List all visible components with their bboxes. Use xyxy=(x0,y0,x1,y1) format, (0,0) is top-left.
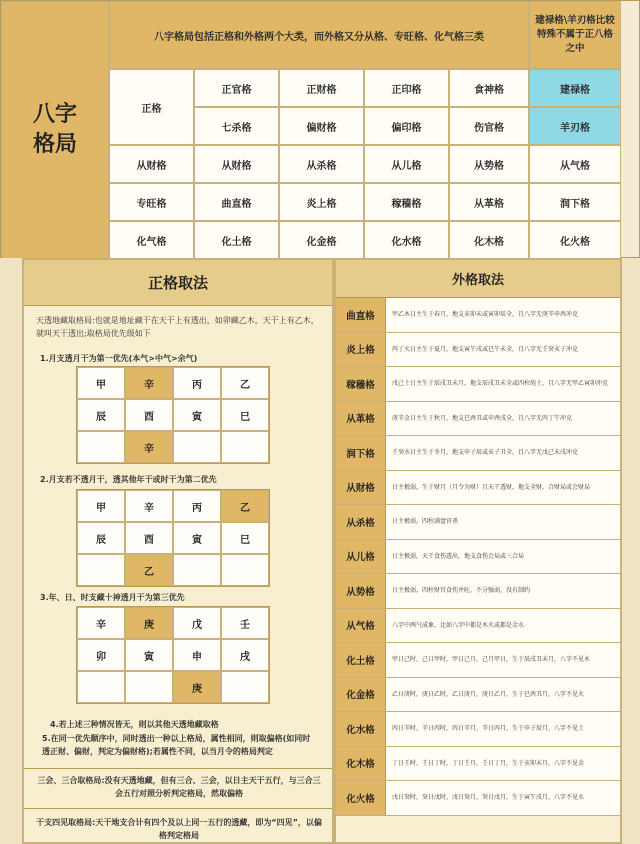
row-value: 八字中两气成象，比如八字中都是木火或都是金水 xyxy=(386,609,620,643)
row-key: 化火格 xyxy=(336,781,386,815)
grid-cell: 丙 xyxy=(173,367,221,399)
list-item xyxy=(336,574,620,609)
table-cell: 偏财格 xyxy=(279,107,364,145)
row-key: 化木格 xyxy=(336,747,386,781)
row-value: 日主极弱，生于财月（月令为财）且天干透财，地支全财，合财局或会财局 xyxy=(386,471,620,505)
table-cell: 化土格 xyxy=(194,221,279,259)
rule-5: 5.在同一优先顺序中，同时透出一种以上格局，属性相同，则取偏格(如同时透正财、偏财，判定为偏财格);若属性不同，以当月令的格局判定 xyxy=(42,734,311,756)
grid-cell-highlight: 乙 xyxy=(221,490,269,522)
panel-title: 正格取法 xyxy=(24,260,332,306)
table-cell: 化金格 xyxy=(279,221,364,259)
grid-cell: 辛 xyxy=(77,607,125,639)
row-value: 日主极弱，四柱满盘官杀 xyxy=(386,505,620,539)
row-value: 庚辛金日主生于秋月，地支巳酉丑或申酉戌全，且八字无丙丁午冲克 xyxy=(386,402,620,436)
waige-rows xyxy=(336,298,620,816)
grid-cell: 酉 xyxy=(125,522,173,554)
grid-cell xyxy=(173,431,221,463)
table-cell: 从财格 xyxy=(109,145,194,183)
table-note: 建禄格\羊刃格比较特殊不属于正八格之中 xyxy=(529,1,621,69)
row-value: 甲乙木日主生于春月，地支亥卯未或寅卯辰全，且八字无庚辛申酉冲克 xyxy=(386,298,620,332)
grid-example-2 xyxy=(76,489,270,587)
grid-cell-highlight: 辛 xyxy=(125,431,173,463)
grid-cell: 乙 xyxy=(221,367,269,399)
row-value: 甲日己时，己日甲时，甲日己月，己月甲日，生于辰戌丑未月，八字不见木 xyxy=(386,643,620,677)
table-cell-highlight: 建禄格 xyxy=(529,69,621,107)
table-cell: 稼穑格 xyxy=(364,183,449,221)
table-cell: 化木格 xyxy=(449,221,529,259)
row-key: 化金格 xyxy=(336,678,386,712)
row-key: 化水格 xyxy=(336,712,386,746)
left-margin xyxy=(0,258,22,844)
list-item xyxy=(336,436,620,471)
zhengge-panel xyxy=(22,258,334,844)
list-item xyxy=(336,367,620,402)
table-cell: 润下格 xyxy=(529,183,621,221)
grid-cell xyxy=(77,671,125,703)
intro-text: 天透地藏取格局:也就是地址藏干在天干上有透出，如卯藏乙木，天干上有乙木，就叫天干透出;取格局优先级如下 xyxy=(36,316,319,338)
table-cell: 炎上格 xyxy=(279,183,364,221)
list-item xyxy=(336,781,620,816)
grid-cell xyxy=(77,431,125,463)
list-item xyxy=(336,402,620,437)
row-key: 从势格 xyxy=(336,574,386,608)
rule-3: 3.年、日、时支藏十神透月干为第三优先 xyxy=(40,593,185,602)
list-item xyxy=(336,712,620,747)
table-cell: 专旺格 xyxy=(109,183,194,221)
list-item xyxy=(336,333,620,368)
table-cell: 正官格 xyxy=(194,69,279,107)
list-item xyxy=(336,298,620,333)
grid-cell-highlight: 辛 xyxy=(125,367,173,399)
row-value: 戊己土日主生于辰戌丑未月，地支辰戌丑未全或四柱纯土，且八字无甲乙寅卯冲克 xyxy=(386,367,620,401)
table-cell: 从儿格 xyxy=(364,145,449,183)
row-key: 从杀格 xyxy=(336,505,386,539)
list-item xyxy=(336,540,620,575)
grid-cell: 戊 xyxy=(173,607,221,639)
row-value: 乙日庚时，庚日乙时，乙日庚月，庚日乙月，生于巳酉丑月，八字不见火 xyxy=(386,678,620,712)
grid-cell: 寅 xyxy=(125,639,173,671)
row-value: 日主极弱，天干食伤透出，地支食伤会局或三合局 xyxy=(386,540,620,574)
table-cell: 化气格 xyxy=(109,221,194,259)
table-cell: 化火格 xyxy=(529,221,621,259)
row-value: 丁日壬时，壬日丁时，丁日壬月，壬日丁月，生于亥卯未月，八字不见金 xyxy=(386,747,620,781)
grid-cell: 寅 xyxy=(173,399,221,431)
table-cell: 正印格 xyxy=(364,69,449,107)
grid-cell: 丙 xyxy=(173,490,221,522)
grid-cell: 卯 xyxy=(77,639,125,671)
grid-cell: 巳 xyxy=(221,399,269,431)
table-cell: 从财格 xyxy=(194,145,279,183)
sanhe-rule: 三会、三合取格局:没有天透地藏，但有三合、三会，以日主天干五行，与三合三会五行对照分析判定格局，然取偏格 xyxy=(37,776,321,798)
table-cell: 食神格 xyxy=(449,69,529,107)
grid-cell xyxy=(221,431,269,463)
grid-cell-highlight: 庚 xyxy=(173,671,221,703)
panel-title: 外格取法 xyxy=(336,260,620,298)
list-item xyxy=(336,609,620,644)
grid-cell: 戌 xyxy=(221,639,269,671)
grid-cell: 辛 xyxy=(125,490,173,522)
table-cell: 从势格 xyxy=(449,145,529,183)
table-cell-highlight: 羊刃格 xyxy=(529,107,621,145)
grid-cell: 寅 xyxy=(173,522,221,554)
rule-2: 2.月支若不透月干，透其他年干或时干为第二优先 xyxy=(40,475,217,484)
table-cell: 曲直格 xyxy=(194,183,279,221)
grid-cell: 壬 xyxy=(221,607,269,639)
row-key: 从革格 xyxy=(336,402,386,436)
list-item xyxy=(336,747,620,782)
grid-cell xyxy=(125,671,173,703)
table-cell: 从气格 xyxy=(529,145,621,183)
row-key: 从气格 xyxy=(336,609,386,643)
table-header: 八字格局包括正格和外格两个大类，而外格又分从格、专旺格、化气格三类 xyxy=(109,1,529,69)
row-key: 化土格 xyxy=(336,643,386,677)
row-key: 润下格 xyxy=(336,436,386,470)
grid-cell: 巳 xyxy=(221,522,269,554)
table-cell: 伤官格 xyxy=(449,107,529,145)
grid-cell xyxy=(173,554,221,586)
table-cell: 七杀格 xyxy=(194,107,279,145)
grid-cell: 辰 xyxy=(77,522,125,554)
right-margin xyxy=(622,258,640,844)
grid-cell xyxy=(221,671,269,703)
grid-cell: 甲 xyxy=(77,490,125,522)
table-cell: 正财格 xyxy=(279,69,364,107)
row-key: 炎上格 xyxy=(336,333,386,367)
grid-example-3 xyxy=(76,606,270,704)
grid-cell: 甲 xyxy=(77,367,125,399)
row-value: 日主极弱，四柱财官食伤并旺，不分强弱，没有制约 xyxy=(386,574,620,608)
list-item xyxy=(336,643,620,678)
row-key: 从财格 xyxy=(336,471,386,505)
grid-cell: 酉 xyxy=(125,399,173,431)
table-cell: 化水格 xyxy=(364,221,449,259)
grid-cell-highlight: 庚 xyxy=(125,607,173,639)
row-value: 丙日辛时，辛日丙时，丙日辛月，辛日丙月，生于申子辰月，八字不见土 xyxy=(386,712,620,746)
row-value: 丙丁火日主生于夏月，地支寅午戌或巳午未全，且八字无壬癸亥子冲克 xyxy=(386,333,620,367)
grid-example-1 xyxy=(76,366,270,464)
table-cell: 从革格 xyxy=(449,183,529,221)
divider xyxy=(24,768,332,769)
sijian-rule: 干支四见取格局:天干地支合计有四个及以上同一五行的透藏，即为“四见”，以偏格判定格局 xyxy=(36,818,322,840)
rule-4: 4.若上述三种情况皆无，则以其他天透地藏取格 xyxy=(50,720,219,729)
row-value: 戊日癸时，癸日戊时，戊日癸月，癸日戊月，生于寅午戌月，八字不见水 xyxy=(386,781,620,815)
table-cell: 偏印格 xyxy=(364,107,449,145)
table-cell: 从杀格 xyxy=(279,145,364,183)
grid-cell xyxy=(77,554,125,586)
rule-1: 1.月支透月干为第一优先(本气>中气>余气) xyxy=(40,354,198,363)
bazi-geju-table xyxy=(0,0,640,258)
list-item xyxy=(336,505,620,540)
grid-cell xyxy=(221,554,269,586)
list-item xyxy=(336,678,620,713)
divider xyxy=(24,808,332,809)
grid-cell: 辰 xyxy=(77,399,125,431)
grid-cell: 申 xyxy=(173,639,221,671)
grid-cell-highlight: 乙 xyxy=(125,554,173,586)
waige-panel xyxy=(334,258,622,844)
row-key: 稼穑格 xyxy=(336,367,386,401)
row-key: 曲直格 xyxy=(336,298,386,332)
zhengge-label: 正格 xyxy=(109,69,194,145)
row-value: 壬癸水日主生于冬月，地支申子辰或亥子丑全，且八字无戊己未戌冲克 xyxy=(386,436,620,470)
table-title: 八字 格局 xyxy=(1,1,109,259)
list-item xyxy=(336,471,620,506)
row-key: 从儿格 xyxy=(336,540,386,574)
